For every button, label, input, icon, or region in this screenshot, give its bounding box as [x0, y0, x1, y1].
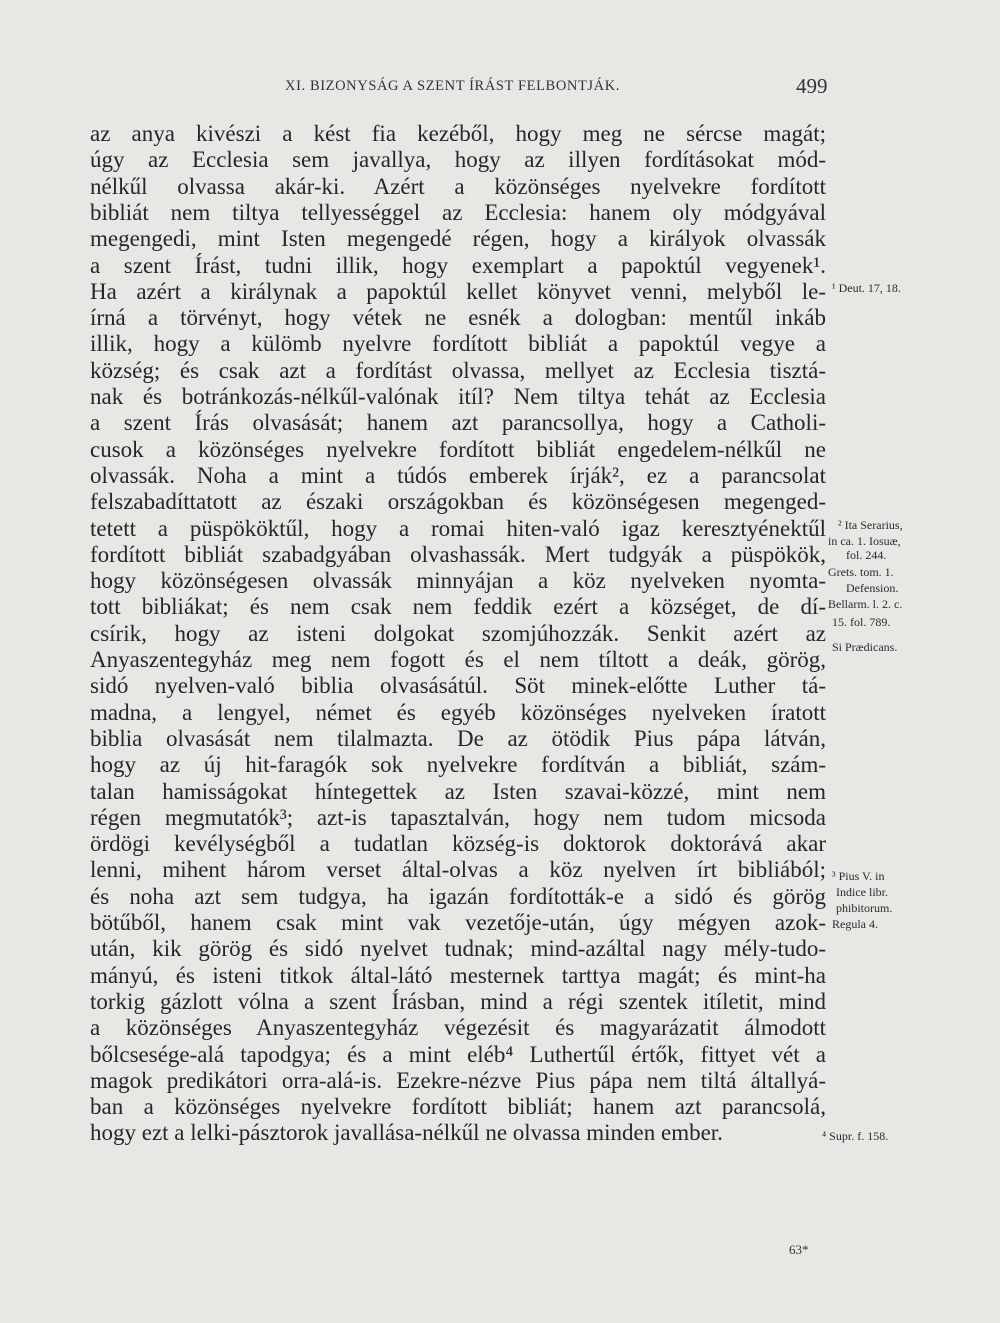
text-line: ban a közönséges nyelvekre fordított bibliát; hanem azt parancsolá,: [90, 1094, 826, 1120]
text-line: bőlcsesége-alá tapodgya; és a mint eléb⁴ Luthertűl értők, fittyet vét a: [90, 1041, 826, 1067]
margin-note: Bellarm. l. 2. c.: [828, 597, 903, 611]
margin-note: fol. 244.: [846, 548, 887, 562]
text-line: sidó nyelven-való biblia olvasásátúl. Söt minek-előtte Luther tá-: [90, 673, 826, 699]
text-line: község; és csak azt a fordítást olvassa, mellyet az Ecclesia tisztá-: [90, 357, 826, 383]
text-line: fordított bibliát szabadgyában olvashassák. Mert tudgyák a püspökök,: [90, 541, 826, 567]
margin-note: in ca. 1. Iosuæ,: [828, 534, 901, 548]
text-line: megengedi, mint Isten megengedé régen, hogy a királyok olvassák: [90, 226, 826, 252]
text-line: talan hamisságokat híntegettek az Isten szavai-közzé, mint nem: [90, 778, 826, 804]
text-line: lenni, mihent három verset által-olvas a köz nyelven írt bibliából;: [90, 857, 826, 883]
text-line: tott bibliákat; és nem csak nem feddik ezért a községet, de dí-: [90, 594, 826, 620]
text-line: felszabadíttatott az északi országokban és közönségesen megenged-: [90, 489, 826, 515]
margin-note: ² Ita Serarius,: [838, 518, 903, 532]
text-line: után, kik görög és sidó nyelvet tudnak; mind-azáltal nagy mély-tudo-: [90, 936, 826, 962]
margin-note: Defension.: [846, 581, 899, 595]
running-title: XI. BIZONYSÁG A SZENT ÍRÁST FELBONTJÁK.: [285, 78, 621, 94]
margin-note: phibitorum.: [836, 901, 893, 915]
text-line: hogy az új hit-faragók sok nyelvekre fordítván a bibliát, szám-: [90, 752, 826, 778]
text-line: az anya kivészi a kést fia kezéből, hogy meg ne sércse magát;: [90, 121, 826, 146]
margin-note: Si Prædicans.: [832, 640, 898, 654]
signature-mark: 63*: [789, 1242, 809, 1257]
text-line: illik, hogy a külömb nyelvre fordított bibliát a papoktúl vegye a: [90, 331, 826, 357]
text-line: a közönséges Anyaszentegyház végezésit és magyarázatit álmodott: [90, 1015, 826, 1041]
text-line: hogy közönségesen olvassák minnyájan a köz nyelveken nyomta-: [90, 568, 826, 594]
margin-note: 15. fol. 789.: [832, 615, 891, 629]
text-line: biblia olvasását nem tilalmazta. De az ötödik Pius pápa látván,: [90, 725, 826, 751]
text-line: cusok a közönséges nyelvekre fordított bibliát engedelem-nélkűl ne: [90, 436, 826, 462]
text-line: ördögi kevélységből a tudatlan község-is doktorok doktorává akar: [90, 831, 826, 857]
margin-note: Regula 4.: [832, 917, 878, 931]
text-line: hogy ezt a lelki-pásztorok javallása-nélkűl ne olvassa minden ember.: [90, 1120, 723, 1146]
text-line: torkig gázlott vólna a szent Írásban, mind a régi szentek itíletit, mind: [90, 988, 826, 1014]
text-line: bibliát nem tiltya tellyességgel az Ecclesia: hanem oly módgyával: [90, 199, 826, 225]
text-line: a szent Írást, tudni illik, hogy exemplart a papoktúl vegyenek¹.: [90, 252, 826, 278]
page-number: 499: [796, 74, 828, 98]
text-line: magok predikátori orra-alá-is. Ezekre-nézve Pius pápa nem tiltá általlyá-: [90, 1067, 826, 1093]
margin-note: ³ Pius V. in: [832, 869, 885, 883]
text-line: nak és botránkozás-nélkűl-valónak itíl? Nem tiltya tehát az Ecclesia: [90, 384, 826, 409]
text-line: Anyaszentegyház meg nem fogott és el nem tíltott a deák, görög,: [90, 647, 826, 672]
text-line: úgy az Ecclesia sem javallya, hogy az illyen fordításokat mód-: [90, 147, 826, 173]
text-line: a szent Írás olvasását; hanem azt parancsollya, hogy a Catholi-: [90, 410, 826, 436]
text-line: Ha azért a királynak a papoktúl kellet könyvet venni, melyből le-: [90, 278, 826, 304]
text-line: mányú, és isteni titkok által-látó mesternek tarttya magát; és mint-ha: [90, 962, 826, 988]
text-line: csírik, hogy az isteni dolgokat szomjúhozzák. Senkit azért az: [90, 620, 826, 646]
text-line: írná a törvényt, hogy vétek ne esnék a dologban: mentűl inkáb: [90, 305, 826, 331]
text-line: madna, a lengyel, német és egyéb közönséges nyelveken íratott: [90, 699, 826, 725]
margin-note: ⁴ Supr. f. 158.: [822, 1129, 889, 1143]
text-line: tetett a püspököktűl, hogy a romai hiten-való igaz keresztyénektűl: [90, 515, 826, 541]
text-line: és noha azt sem tudgya, ha igazán fordították-e a sidó és görög: [90, 883, 826, 909]
text-line: nélkűl olvassa akár-ki. Azért a közönséges nyelvekre fordított: [90, 173, 826, 199]
margin-note: ¹ Deut. 17, 18.: [832, 281, 901, 295]
text-line: bötűből, hanem csak mint vak vezetője-után, úgy mégyen azok-: [90, 910, 826, 935]
margin-note: Grets. tom. 1.: [828, 565, 894, 579]
text-line: olvassák. Noha a mint a túdós emberek írják², ez a parancsolat: [90, 462, 826, 488]
text-line: régen megmutatók³; azt-is tapasztalván, hogy nem tudom micsoda: [90, 804, 826, 830]
margin-note: Indice libr.: [836, 885, 888, 899]
